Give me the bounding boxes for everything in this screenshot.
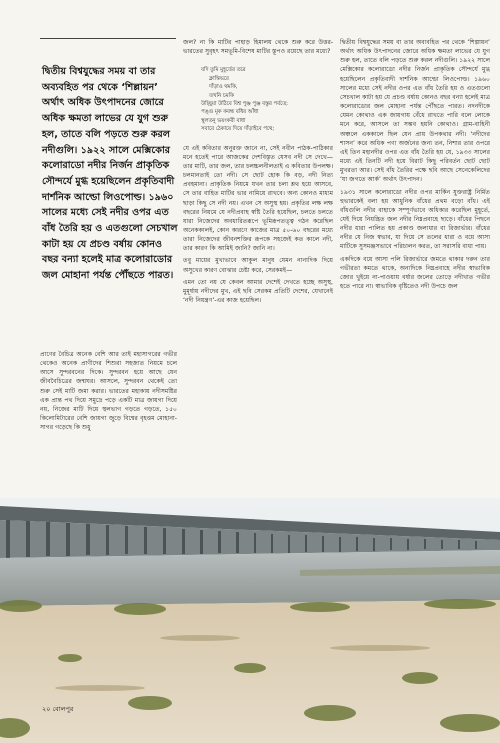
poem-line: ক্লান্তিভরে bbox=[209, 75, 229, 82]
page-number: ২০ বোলপুর bbox=[42, 705, 74, 713]
right-paragraph: ১৯৩১ সালে কলোরাডো নদীর ওপর মার্কিন যুক্তরাষ্ট্র নির্মিত হুভারকেই বলা হয় আধুনিক বাঁধের প্রথম বড়ো বাঁধ। এই বাঁধগুলি নদীর বাহাকে সম্পূর্ণভাবে অধিকার করেছিল মুহূর্তে, যেই দিয়ে নিয়ন্ত্রিত জল নদীর নিম্নপ্রবাহে ছাড়ে। বাঁধের পিছনে নদীর ধারা পালিত হয় প্রকাণ্ড জলাধার বা রিজার্ভার। বাঁধের নদীর যে নিজ স্বভাব, যা দিয়ে সে তলের ধারা ও বয়ে আসা মাটিকে সুসমঞ্জসভাবে পরিচালন করত, তা সরাসরি বাধা পায়। bbox=[340, 188, 490, 251]
poem-line: দাঁড়াও থমকি, bbox=[209, 84, 238, 91]
left-paragraph: প্রাণের বৈচিত্র অনেক বেশি আর তাই মহাসাগরের গভীর থেকেও অনেক প্রাণীদের শিশুরা সহজাত নিয়মে চলে আসে সুন্দরবনের দিকে। সুন্দরবন হয়ে আছে যেন জীববৈচিত্রের জন্মঘর। আসলে, সুন্দরবন থেকেই তো শুরু সেই মাটি জমা করার। ভারতের মহাকায় নদীসমষ্টির এক প্রান্ত পথ দিয়ে সমুদ্রে পড়ে একটি মাত্র জায়গা দিয়ে নয়, নিজের মাটি দিয়ে স্থলভাগ গড়তে গড়তে, ১৫০ কিলোমিটারের বেশি জায়গা জুড়ে বিশ্বের বৃহত্তম মোহানা-সাগর গড়েছে কি শুধু bbox=[40, 351, 177, 432]
left-column-body bbox=[40, 350, 177, 498]
right-column bbox=[340, 38, 490, 498]
right-paragraph: দ্বিতীয় বিশ্বযুদ্ধের সময় বা তার অব্যবহিত পর থেকে ‘শিল্পায়ন’ অর্থাৎ অধিক উৎপাদনের জোরে অধিক ক্ষমতা লাভের যে যুগ শুরু হল, তাতে বলি পড়তে শুরু করল নদীগুলি। ১৯২২ সালে মেক্সিকোর কলোরাডো নদীর নির্জন প্রাকৃতিক সৌন্দর্যে মুগ্ধ হয়েছিলেন প্রকৃতিবাদী দার্শনিক আল্ডো লিওপোল্ড। ১৯৬০ সালের মধ্যে সেই নদীর ওপর এত বাঁধ তৈরি হয় ও এতগুলো সেচখাল কাটা হয় যে প্রচণ্ড বর্ষায় কোনও বছর বন্যা হলেই মাত্র কলোরাডোর জল মোহানা পর্যন্ত পৌঁছতে পারত। নদনদীকে যেমন কোথাও এক জায়গায় বেঁধে রাখতে পারি বলে লোকে মনে করে, আসলে তা সম্ভব হয়নি কোথাও। গ্রাম-বাহিনী অঞ্চলে এককালে ছিল যেন প্রায় উপকথার নদী। ‘নদীদের শাসন’ করে অধিক পণ্য অর্জনের জন্য তন, নিশার তার ওপরে এই তিন মহানদীর ওপর এত বাঁধ তৈরি হয় যে, ১৯৩৩ সালের মধ্যে এই তিনটি নদী হয়ে বিরাট কিছু পরিবর্তন ছোট ছোট মুখরতা আর। সেই বাঁধ তৈরির পক্ষে ছবি আছে সেনেকেলিদের ‘যা জগতে আর্ক’ অর্থাৎ উৎপাদন। bbox=[340, 39, 490, 184]
barrage-photo-illustration bbox=[0, 498, 500, 743]
middle-paragraph: যে এই কবিতার অনুরক্ত জানে না, সেই নবীন পাঠক-পাঠিকার মনে হতেই পারে আজকের দেশবিস্তৃত যেসব নদী সে দেখে— তার মাটি, তার জল, তার চলচ্চলনীলতাই এ কবিতার উপলক্ষ। চলমানতাই তো নদী। সে ছোট হোক কি বড়, নদী নিত্য প্রবহমানা। প্রাকৃতিক নিয়মে যখন তার চলা শ্লথ হয়ে আসবে, সে তার বাহিত মাটির ভার নামিয়ে রাখবে। অন্য কোনও মাধ্যম ছাড়া কিছু সে নদী নয়। এখন সে অসুস্থ হয়। প্রকৃতির লক্ষ লক্ষ বছরের নিয়মে যে নদীপ্রবাহ স্বষ্টি তৈরি হয়েছিল, চলতে চলতে যারা নিজেদের অবধারিতরূপে ভূমিরূপতত্ত্ব গঠন করেছিল অনেককালই, কোন কারণে কাজের মাত্র ৫০-৬০ বছরের মধ্যে তারা নিজেদের জীবনশক্তির রূপকে সহজেই কত কালে নদী, তার কারণ কি আমিই জানি? জানি না। bbox=[183, 144, 333, 253]
middle-column bbox=[183, 38, 333, 498]
poem-line: উচ্ছ্রিয়া উঠিবে বিশ্ব পুঞ্জ পুঞ্জ বস্তুর পর্বতে; bbox=[201, 100, 288, 107]
middle-paragraph: এমন তো নয় যে কেবল আমার দেশেই দেখতে হচ্ছে অসুস্থ, মুমূর্ষায় নদীদের মুখ, এই ছবি সেরকম প্রতিটি দেশের, যেখানেই ‘নদী নিয়ন্ত্রণ’-এর কাজ হয়েছিল। bbox=[183, 278, 333, 305]
poem-line: স্থূলতনু ভয়ংকরী বাধা bbox=[201, 117, 246, 124]
poem-line: যদি তুমি মুহূর্তের তরে bbox=[201, 67, 246, 74]
middle-intro: জল? না কি মাটির পাহাড় হিমালয় থেকে শুরু করে উত্তর-ভারতের সুবৃহৎ সমভূমি-বিশেষ মাটির স্তূপও রয়েছে তার মধ্যে? bbox=[183, 39, 333, 56]
poem-block bbox=[201, 66, 333, 133]
poem-line: তখনি চমকি bbox=[209, 92, 234, 99]
top-rule bbox=[40, 38, 176, 41]
poem-line: সবারে ঠেকায়ে দিয়ে দাঁড়াইবে পথে; bbox=[201, 126, 275, 133]
middle-paragraph: তবু মায়ের মুখ্যভাবে আকুল মানুষ যেমন নানাদিক দিয়ে অসুখের কারণ বোঝার চেষ্টা করে, সেরকমই— bbox=[183, 257, 333, 274]
poem-line: পঙ্গু মূক কবন্ধ বধির আঁধা bbox=[201, 109, 259, 116]
right-paragraph: একদিকে বয়ে আসা পলি রিজার্ভারে জমতে থাকার দরুন তার গভীরতা কমতে থাকে, অন্যদিকে নিম্নপ্রবাহে নদীর স্বাভাবিক জোর খুইয়ে না-পাওয়ায় বর্ষার জলের তোড়ে নদীখাত গভীর হতে পারে না। স্বাভাবিক বৃষ্টিতেও নদী উপচে জল bbox=[340, 255, 490, 291]
pull-quote: দ্বিতীয় বিশ্বযুদ্ধের সময় বা তার অব্যবহিত পর থেকে ‘শিল্লায়ন’ অর্থাৎ অধিক উৎপাদনের জোরে অধিক ক্ষমতা লাভের যে যুগ শুরু হল, তাতে বলি পড়তে শুরু করল নদীগুলি। ১৯২২ সালে মেক্সিকোর কলোরাডো নদীর নির্জন প্রাকৃতিক সৌন্দর্যে মুগ্ধ হয়েছিলেন প্রকৃতিবাদী দার্শনিক আল্ডো লিওপোল্ড। ১৯৬০ সালের মধ্যে সেই নদীর ওপর এত বাঁধ তৈরি হয় ও এতগুলো সেচখাল কাটা হয় যে প্রচণ্ড বর্ষায় কোনও বছর বন্যা হলেই মাত্র কলোরাডোর জল মোহানা পর্যন্ত পৌঁছতে পারত। bbox=[42, 66, 178, 282]
barrage-photo bbox=[0, 498, 500, 743]
